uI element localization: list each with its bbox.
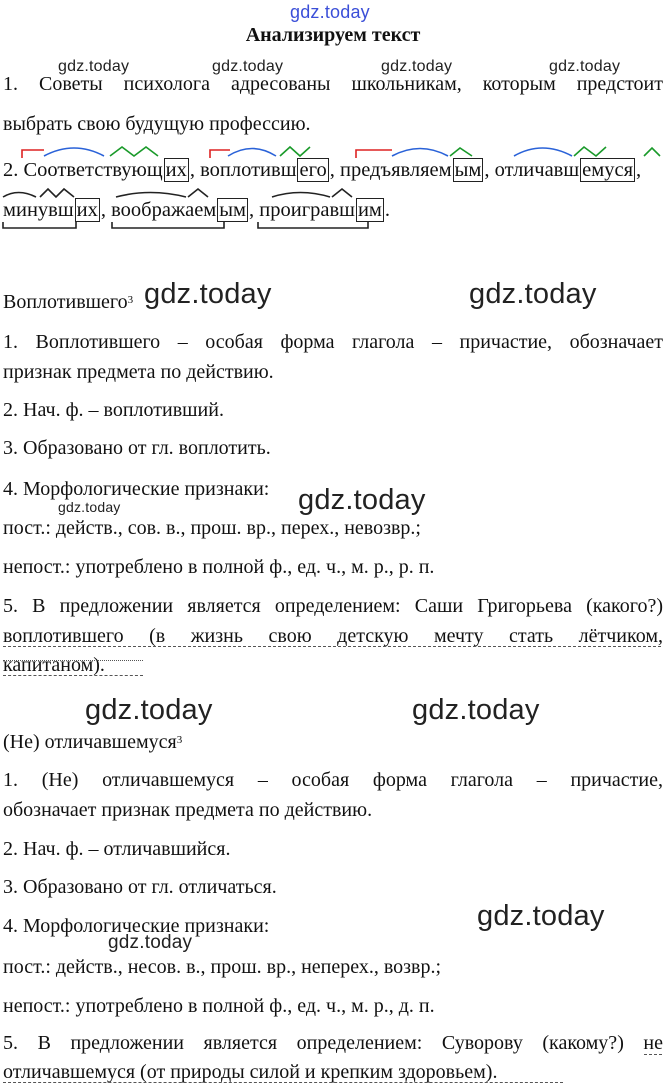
watermark: gdz.today <box>477 900 605 932</box>
analysis-item: 5. В предложении является определением: Саши Григорьева (какого?) <box>3 595 663 617</box>
watermark: gdz.today <box>58 499 121 515</box>
participle-word: воплотивш его , <box>200 159 340 181</box>
participle-word: воображаем ым , <box>111 199 260 221</box>
watermark: gdz.today <box>549 58 621 75</box>
analysis-item: 4. Морфологические признаки: <box>3 915 270 937</box>
analysis-item: 2. Нач. ф. – воплотивший. <box>3 399 224 421</box>
watermark: gdz.today <box>108 932 193 953</box>
page-title: Анализируем текст <box>245 24 421 46</box>
underline <box>3 1082 563 1083</box>
analysis-item-cont: отличавшемуся (от природы силой и крепким здоровьем). <box>3 1061 498 1083</box>
watermark: gdz.today <box>381 58 453 75</box>
task-paragraph-1-cont: выбрать свою будущую профессию. <box>3 113 311 135</box>
watermark: gdz.today <box>58 58 130 75</box>
watermark: gdz.today <box>144 278 272 310</box>
task-participles-line-1 <box>3 158 641 182</box>
underline <box>3 646 661 647</box>
analysis-item-cont: капитаном). <box>3 654 105 676</box>
task-paragraph-1: 1. Советы психолога адресованы школьникам, которым предстоит <box>3 73 663 95</box>
ending-box: емуся <box>582 159 634 181</box>
watermark: gdz.today <box>212 58 284 75</box>
watermark: gdz.today <box>412 694 540 726</box>
watermark: gdz.today <box>298 484 426 516</box>
section-heading: (Не) отличавшемуся$^3$ <box>3 731 183 753</box>
ending-box: его <box>299 159 327 181</box>
constant-features: пост.: действ., сов. в., прош. вр., перех., невозвр.; <box>3 517 421 539</box>
watermark: gdz.today <box>85 694 213 726</box>
analysis-item: 3. Образовано от гл. отличаться. <box>3 876 277 898</box>
underline <box>3 660 143 661</box>
task-participles-line-2 <box>3 198 390 222</box>
participle-word: проигравш им . <box>259 199 391 221</box>
analysis-item: 2. Нач. ф. – отличавшийся. <box>3 838 231 860</box>
participle-word: отличавш емуся , <box>494 159 642 181</box>
section-heading: Воплотившего$^3$ <box>3 291 134 313</box>
analysis-item-cont: воплотившего (в жизнь свою детскую мечту стать лётчиком, <box>3 625 663 647</box>
analysis-item: 5. В предложении является определением: Суворову (какому?) не <box>3 1032 663 1054</box>
analysis-item: 1. (Не) отличавшемуся – особая форма глагола – причастие, <box>3 769 663 791</box>
ending-box: их <box>165 159 187 181</box>
analysis-item-cont: обозначает признак предмета по действию. <box>3 799 373 821</box>
variable-features: непост.: употреблено в полной ф., ед. ч., м. р., д. п. <box>3 995 435 1017</box>
participle-word: предъявляем ым , <box>339 159 495 181</box>
ending-box: им <box>357 199 382 221</box>
underline <box>3 675 143 676</box>
watermark: gdz.today <box>469 278 597 310</box>
analysis-item: 1. Воплотившего – особая форма глагола – причастие, обозначает <box>3 331 663 353</box>
analysis-item: 4. Морфологические признаки: <box>3 478 270 500</box>
ending-box: их <box>76 199 98 221</box>
analysis-item: 3. Образовано от гл. воплотить. <box>3 437 271 459</box>
participle-word: минувш их , <box>3 199 112 221</box>
ending-box: ым <box>219 199 247 221</box>
watermark: gdz.today <box>290 2 370 22</box>
underline <box>644 1054 662 1055</box>
analysis-item-cont: признак предмета по действию. <box>3 361 274 383</box>
participle-word: 2. Соответствующ их , <box>3 159 201 181</box>
variable-features: непост.: употреблено в полной ф., ед. ч., м. р., р. п. <box>3 556 435 578</box>
ending-box: ым <box>454 159 482 181</box>
constant-features: пост.: действ., несов. в., прош. вр., неперех., возвр.; <box>3 956 442 978</box>
